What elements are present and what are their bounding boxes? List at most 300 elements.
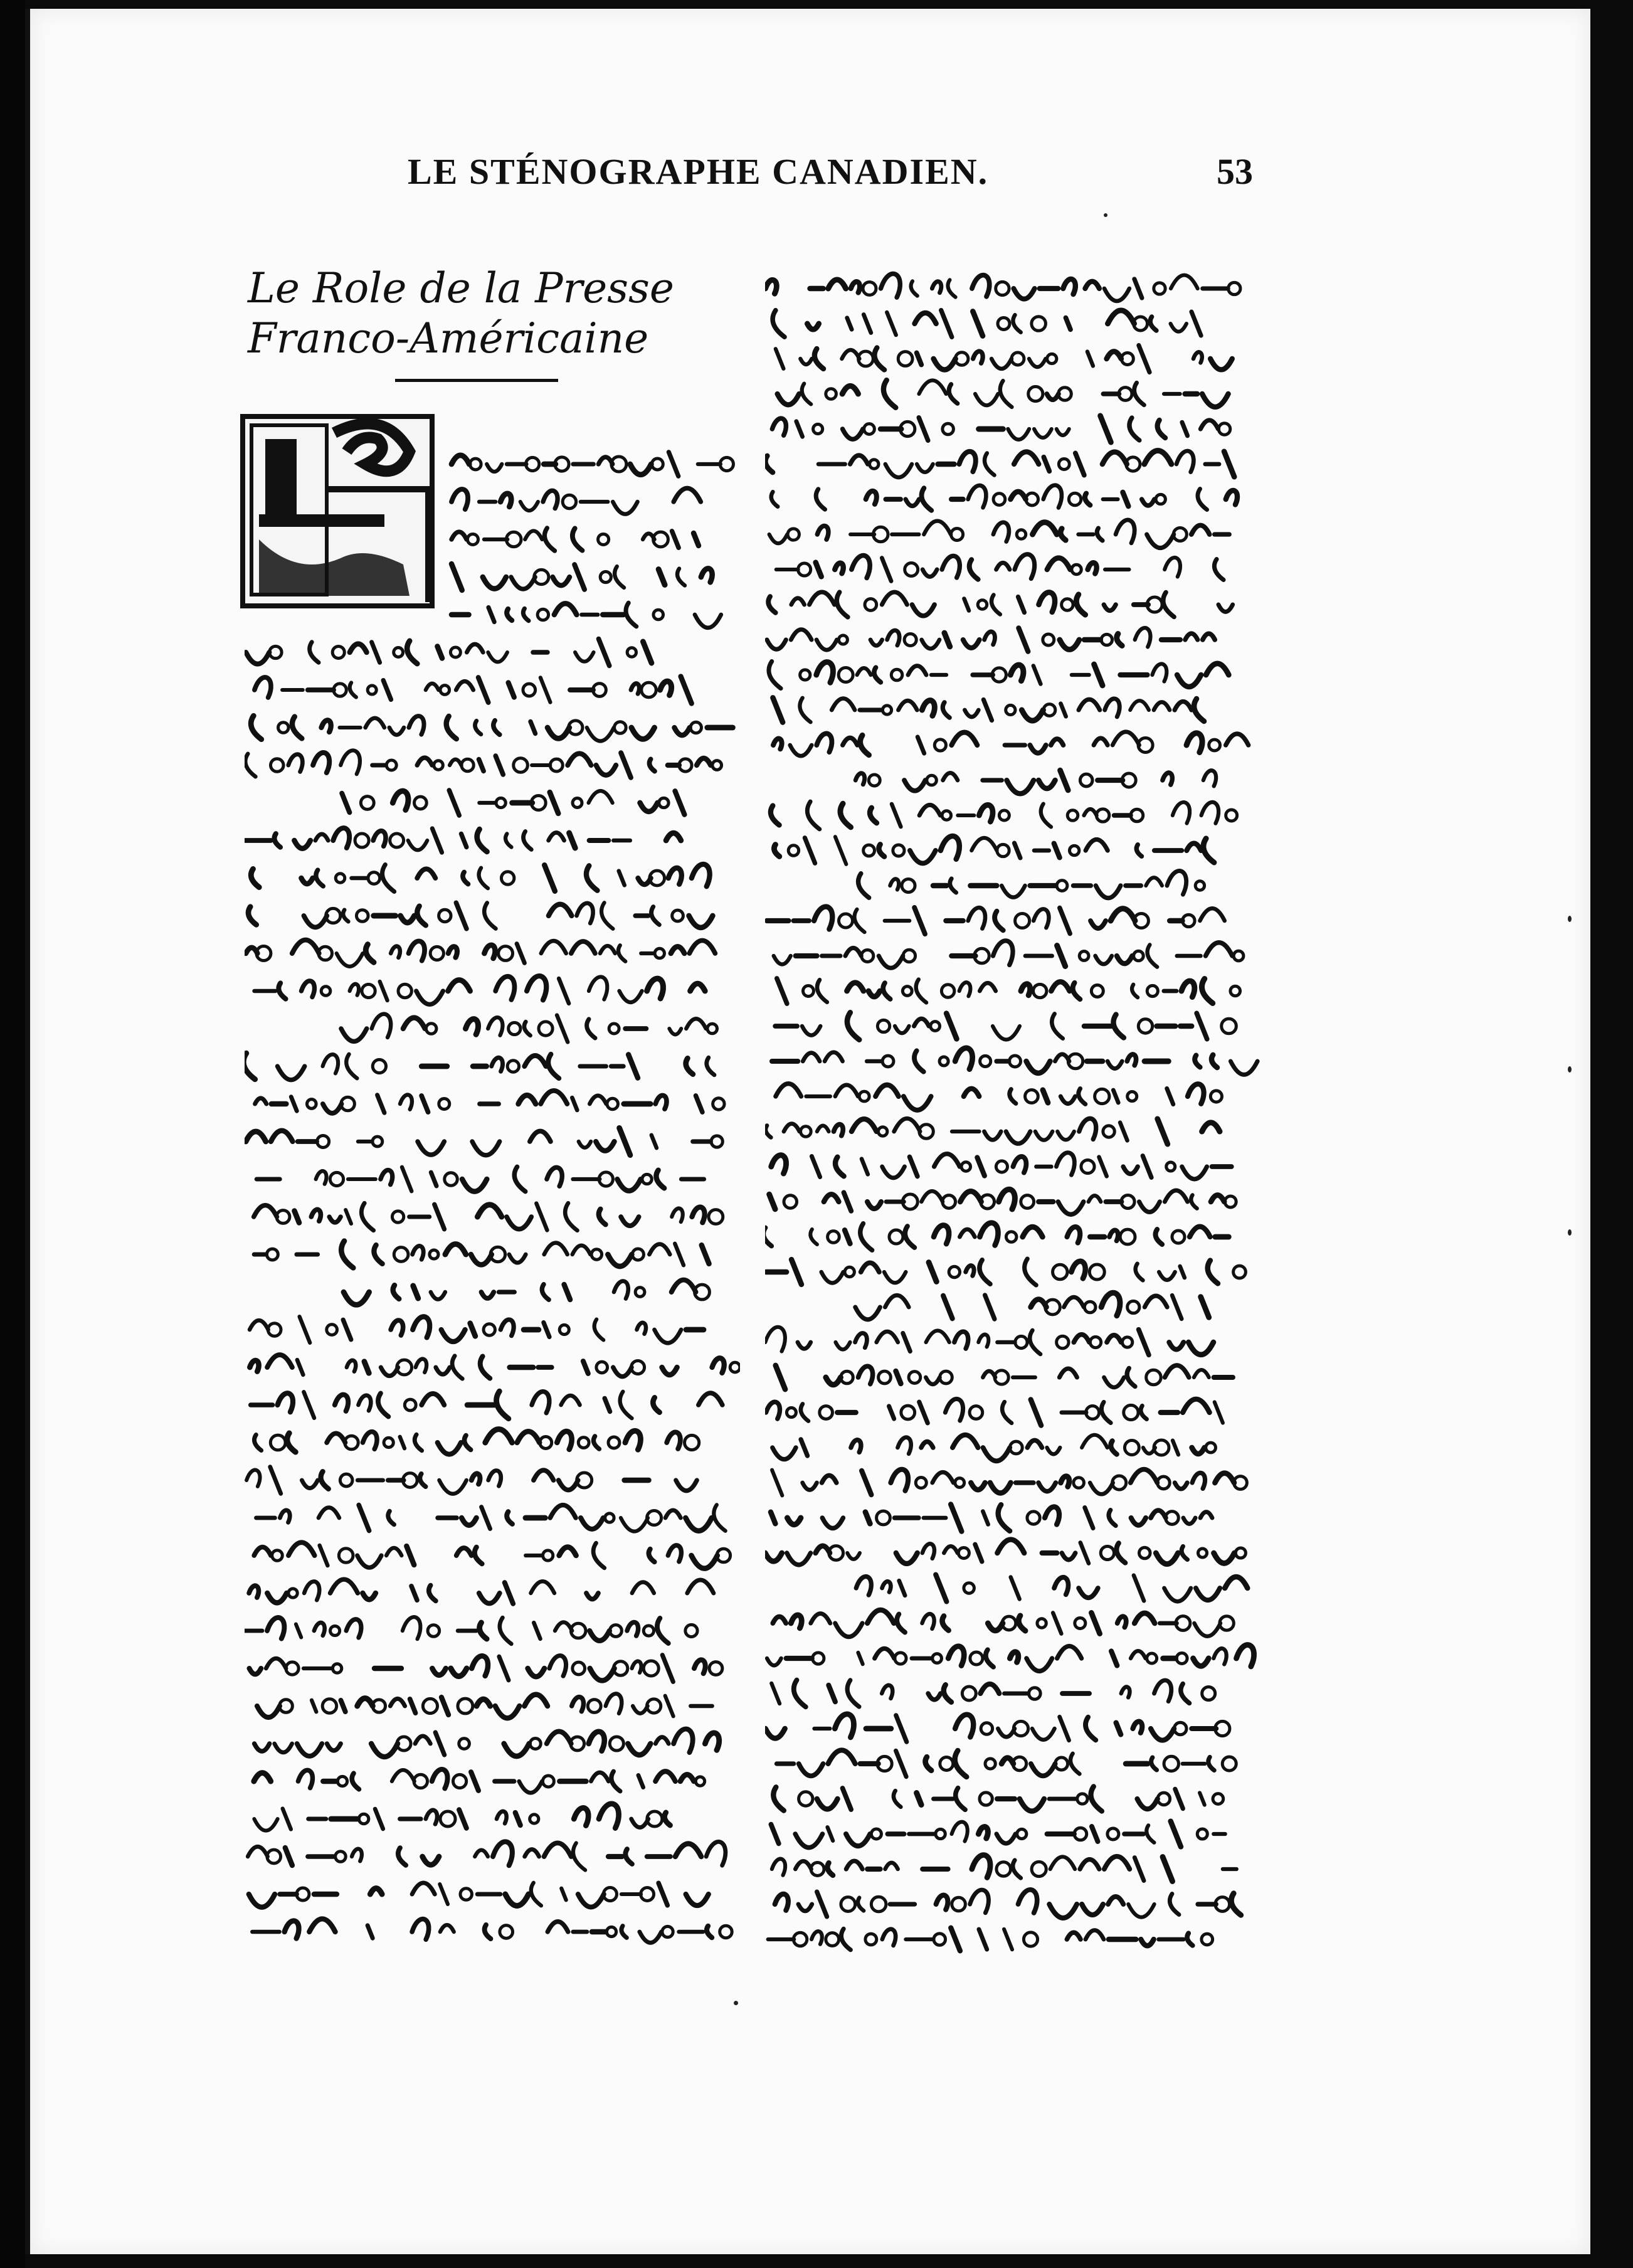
shorthand-stroke (1202, 394, 1229, 407)
shorthand-stroke (1128, 1904, 1154, 1917)
shorthand-stroke (951, 1928, 960, 1951)
shorthand-stroke (511, 577, 535, 589)
shorthand-stroke (875, 1085, 899, 1096)
shorthand-stroke (817, 1892, 827, 1917)
shorthand-stroke (480, 1356, 490, 1378)
shorthand-stroke (294, 1211, 299, 1223)
shorthand-stroke (975, 394, 998, 405)
shorthand-stroke (346, 1054, 357, 1078)
shorthand-stroke (1107, 1061, 1122, 1069)
shorthand-loop (458, 1698, 473, 1714)
shorthand-stroke (391, 1320, 403, 1335)
shorthand-stroke (1181, 981, 1195, 997)
shorthand-stroke (341, 1700, 345, 1712)
shorthand-stroke (1182, 1167, 1207, 1179)
shorthand-stroke (343, 910, 348, 922)
shorthand-stroke (1196, 1588, 1220, 1600)
shorthand-loop (499, 946, 513, 961)
shorthand-stroke (370, 1889, 382, 1894)
shorthand-stroke (481, 1292, 494, 1298)
shorthand-stroke (475, 1547, 482, 1564)
shorthand-loop (800, 670, 810, 680)
shorthand-stroke (985, 453, 995, 475)
shorthand-stroke (882, 1167, 905, 1178)
shorthand-stroke (695, 1096, 702, 1112)
shorthand-stroke (921, 1442, 933, 1448)
shorthand-stroke (1197, 1013, 1207, 1039)
shorthand-stroke (320, 1545, 328, 1566)
shorthand-stroke (386, 1548, 401, 1555)
shorthand-stroke (1091, 1786, 1102, 1811)
shorthand-stroke (652, 1135, 657, 1148)
shorthand-stroke (1224, 452, 1234, 477)
shorthand-loop (891, 669, 902, 680)
shorthand-stroke (246, 1470, 260, 1486)
shorthand-loop (1195, 881, 1204, 890)
shorthand-stroke (827, 1863, 833, 1875)
shorthand-stroke (378, 1095, 384, 1113)
shorthand-stroke (905, 1226, 914, 1248)
shorthand-loop (799, 1792, 813, 1806)
shorthand-stroke (523, 608, 529, 620)
shorthand-loop (788, 845, 798, 856)
shorthand-loop (895, 1653, 906, 1664)
shorthand-stroke (571, 941, 595, 953)
shorthand-stroke (894, 1118, 920, 1131)
shorthand-loop (838, 635, 847, 644)
shorthand-stroke (687, 1580, 714, 1593)
shorthand-stroke (860, 735, 869, 755)
shorthand-stroke (949, 384, 958, 403)
shorthand-stroke (495, 977, 514, 1000)
shorthand-stroke (1018, 1616, 1025, 1631)
shorthand-stroke (391, 946, 400, 958)
shorthand-stroke (415, 1736, 430, 1744)
shorthand-loop (496, 798, 505, 807)
shorthand-loop (467, 534, 478, 544)
shorthand-stroke (371, 1744, 398, 1757)
shorthand-loop (1021, 1195, 1034, 1209)
shorthand-stroke (323, 1054, 339, 1073)
shorthand-loop (877, 1511, 890, 1525)
shorthand-stroke (857, 668, 871, 675)
shorthand-stroke (858, 1898, 864, 1911)
shorthand-stroke (304, 916, 327, 927)
shorthand-stroke (822, 1475, 836, 1483)
shorthand-stroke (1047, 1448, 1060, 1454)
shorthand-stroke (573, 1246, 591, 1254)
shorthand-stroke (846, 1861, 862, 1869)
shorthand-stroke (1200, 908, 1224, 921)
shorthand-loop (905, 563, 918, 576)
shorthand-stroke (1171, 324, 1186, 332)
shorthand-loop (1029, 1688, 1041, 1700)
shorthand-stroke (1141, 1406, 1146, 1419)
shorthand-loop (394, 648, 403, 657)
shorthand-stroke (1047, 394, 1059, 400)
shorthand-stroke (843, 738, 857, 745)
shorthand-stroke (1035, 1131, 1052, 1140)
shorthand-stroke (1190, 1227, 1210, 1237)
shorthand-stroke (531, 721, 536, 733)
shorthand-stroke (477, 1699, 490, 1706)
shorthand-stroke (1202, 1123, 1220, 1131)
shorthand-stroke (1185, 633, 1198, 640)
shorthand-stroke (463, 872, 468, 884)
shorthand-stroke (431, 1292, 445, 1300)
shorthand-stroke (890, 879, 899, 889)
shorthand-stroke (847, 1680, 859, 1707)
shorthand-stroke (803, 1483, 817, 1490)
shorthand-stroke (412, 1919, 429, 1940)
shorthand-loop (801, 1126, 811, 1137)
shorthand-stroke (544, 865, 555, 891)
shorthand-stroke (432, 829, 441, 852)
shorthand-loop (949, 1266, 959, 1277)
shorthand-stroke (655, 1330, 682, 1343)
shorthand-stroke (1111, 1651, 1117, 1666)
shorthand-loop (1164, 1756, 1178, 1771)
shorthand-loop (643, 1626, 653, 1636)
shorthand-stroke (1226, 490, 1237, 504)
shorthand-stroke (922, 1614, 934, 1629)
shorthand-stroke (979, 1929, 987, 1949)
shorthand-stroke (824, 1194, 839, 1202)
shorthand-stroke (1133, 1722, 1142, 1733)
shorthand-stroke (403, 1617, 421, 1639)
shorthand-stroke (655, 1771, 675, 1781)
shorthand-stroke (421, 1394, 444, 1405)
shorthand-loop (530, 1815, 539, 1823)
shorthand-stroke (768, 596, 775, 613)
shorthand-stroke (942, 556, 959, 578)
shorthand-stroke (960, 1191, 981, 1202)
shorthand-stroke (1188, 1342, 1213, 1355)
shorthand-stroke (887, 312, 896, 335)
shorthand-stroke (294, 840, 310, 849)
shorthand-stroke (275, 1744, 292, 1752)
shorthand-stroke (1123, 492, 1128, 506)
shorthand-stroke (1082, 1435, 1107, 1448)
shorthand-stroke (586, 1593, 598, 1599)
shorthand-stroke (625, 1849, 632, 1864)
shorthand-stroke (851, 282, 860, 293)
shorthand-stroke (288, 755, 303, 772)
shorthand-stroke (858, 1366, 872, 1384)
shorthand-stroke (790, 745, 811, 756)
shorthand-stroke (1067, 1932, 1081, 1939)
shorthand-stroke (847, 983, 863, 991)
shorthand-stroke (1230, 1061, 1257, 1074)
shorthand-stroke (775, 1894, 788, 1910)
shorthand-loop (330, 1172, 343, 1185)
shorthand-stroke (1136, 845, 1141, 857)
shorthand-stroke (934, 1154, 960, 1167)
shorthand-stroke (714, 1505, 725, 1530)
shorthand-stroke (971, 1483, 985, 1490)
shorthand-loop (962, 1687, 976, 1700)
shorthand-stroke (254, 1435, 261, 1451)
shorthand-loop (1025, 1090, 1038, 1103)
shorthand-loop (591, 1249, 601, 1259)
shorthand-stroke (312, 1700, 316, 1712)
shorthand-stroke (505, 834, 511, 847)
shorthand-stroke (791, 1615, 801, 1628)
shorthand-stroke (1073, 983, 1081, 999)
shorthand-loop (709, 1662, 722, 1675)
shorthand-stroke (977, 1157, 985, 1175)
shorthand-stroke (464, 1436, 470, 1450)
shorthand-stroke (936, 1895, 948, 1910)
shorthand-loop (934, 739, 946, 751)
shorthand-stroke (926, 1757, 932, 1770)
shorthand-stroke (1027, 1440, 1042, 1448)
shorthand-stroke (1211, 1195, 1224, 1202)
shorthand-stroke (300, 1317, 310, 1343)
shorthand-stroke (846, 1834, 870, 1846)
shorthand-stroke (341, 1241, 353, 1268)
shorthand-stroke (589, 977, 607, 999)
shorthand-stroke (266, 1658, 286, 1668)
shorthand-loop (460, 1889, 472, 1900)
shorthand-loop (864, 845, 875, 856)
shorthand-stroke (959, 452, 976, 472)
shorthand-stroke (302, 1480, 317, 1488)
shorthand-stroke (971, 838, 996, 850)
shorthand-loop (440, 686, 450, 695)
shorthand-loop (1128, 1301, 1139, 1313)
shorthand-stroke (1062, 1553, 1075, 1560)
shorthand-loop (1033, 984, 1047, 997)
shorthand-stroke (415, 1434, 421, 1451)
shorthand-stroke (1060, 704, 1065, 717)
shorthand-stroke (248, 907, 256, 925)
shorthand-stroke (1169, 1342, 1183, 1349)
shorthand-stroke (426, 1810, 437, 1824)
shorthand-stroke (1113, 1015, 1123, 1038)
shorthand-stroke (267, 1618, 284, 1639)
shorthand-loop (1032, 317, 1046, 331)
shorthand-stroke (928, 1693, 941, 1700)
shorthand-loop (964, 1583, 974, 1593)
shorthand-stroke (599, 1804, 619, 1828)
shorthand-stroke (500, 1618, 512, 1644)
shorthand-stroke (321, 720, 330, 732)
shorthand-stroke (309, 1919, 335, 1932)
shorthand-stroke (316, 870, 323, 886)
shorthand-stroke (1139, 1330, 1149, 1355)
shorthand-stroke (327, 1433, 345, 1443)
shorthand-stroke (995, 911, 1003, 931)
shorthand-stroke (417, 758, 432, 765)
shorthand-stroke (835, 1157, 844, 1177)
shorthand-stroke (897, 1614, 905, 1632)
shorthand-stroke (482, 1507, 490, 1529)
shorthand-loop (939, 1057, 948, 1066)
shorthand-stroke (941, 836, 959, 859)
shorthand-stroke (1011, 1577, 1020, 1599)
shorthand-loop (931, 1022, 940, 1031)
shorthand-loop (404, 1399, 416, 1411)
shorthand-stroke (1200, 1512, 1212, 1518)
shorthand-stroke (943, 1296, 953, 1319)
shorthand-stroke (855, 1333, 867, 1347)
shorthand-stroke (438, 1443, 461, 1455)
shorthand-loop (430, 1250, 438, 1259)
shorthand-stroke (500, 1320, 514, 1336)
shorthand-stroke (595, 1319, 604, 1340)
shorthand-loop (1138, 1019, 1152, 1033)
shorthand-stroke (615, 566, 624, 588)
shorthand-stroke (973, 351, 983, 363)
shorthand-stroke (381, 1170, 393, 1185)
shorthand-stroke (963, 640, 980, 648)
shorthand-stroke (400, 1437, 404, 1448)
shorthand-stroke (1191, 1195, 1197, 1208)
shorthand-stroke (662, 1367, 677, 1375)
shorthand-stroke (489, 1471, 501, 1486)
shorthand-loop (462, 759, 473, 771)
shorthand-loop (1128, 1091, 1137, 1101)
shorthand-stroke (521, 502, 538, 511)
shorthand-stroke (847, 318, 852, 330)
shorthand-stroke (1108, 1897, 1123, 1904)
shorthand-stroke (1116, 1543, 1125, 1562)
shorthand-stroke (439, 1480, 466, 1494)
shorthand-stroke (1151, 1729, 1174, 1741)
shorthand-stroke (1158, 420, 1166, 438)
shorthand-stroke (769, 1194, 775, 1209)
shorthand-stroke (632, 1582, 654, 1593)
shorthand-loop (1234, 951, 1244, 961)
shorthand-stroke (1059, 1369, 1077, 1377)
shorthand-loop (501, 872, 514, 884)
shorthand-stroke (364, 1362, 369, 1373)
shorthand-stroke (867, 1202, 881, 1209)
shorthand-stroke (1032, 1729, 1055, 1740)
shorthand-stroke (255, 1098, 267, 1104)
shorthand-loop (803, 986, 814, 997)
shorthand-stroke (1088, 563, 1097, 573)
shorthand-stroke (620, 991, 642, 1002)
shorthand-stroke (1121, 1687, 1130, 1698)
shorthand-stroke (359, 1505, 369, 1530)
shorthand-stroke (362, 1593, 376, 1599)
shorthand-stroke (472, 1142, 500, 1155)
shorthand-stroke (246, 652, 269, 664)
shorthand-stroke (329, 1217, 341, 1222)
shorthand-stroke (572, 1098, 577, 1110)
shorthand-stroke (1018, 597, 1024, 613)
shorthand-stroke (1053, 1613, 1061, 1633)
shorthand-stroke (599, 639, 610, 666)
shorthand-loop (916, 1477, 926, 1488)
shorthand-stroke (479, 868, 488, 889)
shorthand-stroke (1101, 416, 1111, 442)
shorthand-stroke (1109, 1510, 1116, 1526)
shorthand-loop (845, 1267, 854, 1276)
shorthand-loop (643, 1661, 658, 1676)
shorthand-stroke (904, 1096, 931, 1110)
shorthand-stroke (618, 945, 625, 962)
shorthand-stroke (922, 701, 934, 716)
shorthand-stroke (1058, 1202, 1083, 1214)
shorthand-stroke (933, 1472, 953, 1483)
shorthand-stroke (1023, 1227, 1043, 1237)
shorthand-stroke (485, 1925, 491, 1939)
shorthand-stroke (435, 1204, 445, 1229)
shorthand-stroke (270, 1467, 281, 1494)
shorthand-loop (1213, 1794, 1223, 1804)
shorthand-stroke (531, 1883, 541, 1905)
shorthand-loop (1079, 951, 1089, 961)
shorthand-stroke (909, 1157, 917, 1176)
shorthand-stroke (251, 716, 262, 739)
shorthand-stroke (548, 1054, 559, 1078)
shorthand-stroke (374, 1245, 382, 1264)
shorthand-loop (943, 423, 954, 435)
shorthand-stroke (1010, 665, 1023, 681)
shorthand-loop (559, 1325, 569, 1334)
shorthand-stroke (1134, 1576, 1144, 1601)
shorthand-stroke (776, 1084, 801, 1096)
shorthand-stroke (291, 1097, 297, 1111)
shorthand-loop (390, 834, 404, 847)
shorthand-stroke (599, 1209, 606, 1225)
shorthand-stroke (914, 1019, 929, 1026)
shorthand-stroke (689, 940, 715, 953)
shorthand-loop (368, 872, 380, 884)
shorthand-stroke (544, 1243, 568, 1254)
shorthand-stroke (449, 790, 459, 815)
shorthand-stroke (499, 1656, 509, 1680)
shorthand-stroke (1104, 289, 1129, 301)
shorthand-stroke (973, 311, 983, 336)
shorthand-loop (398, 984, 411, 997)
shorthand-stroke (964, 1089, 980, 1096)
shorthand-stroke (922, 640, 939, 649)
shorthand-stroke (605, 1398, 610, 1411)
shorthand-loop (1091, 985, 1103, 997)
shorthand-stroke (811, 1614, 830, 1623)
shorthand-stroke (791, 1259, 801, 1285)
shorthand-stroke (822, 1272, 843, 1283)
shorthand-loop (373, 1137, 383, 1147)
shorthand-stroke (1085, 494, 1090, 506)
shorthand-stroke (1091, 921, 1106, 928)
shorthand-stroke (653, 1397, 659, 1412)
shorthand-stroke (432, 1769, 448, 1788)
shorthand-stroke (1014, 452, 1038, 464)
shorthand-loop (439, 1099, 450, 1110)
shorthand-loop (1123, 1337, 1133, 1347)
shorthand-loop (1047, 354, 1057, 363)
shorthand-loop (786, 1408, 796, 1417)
shorthand-loop (542, 1776, 554, 1787)
shorthand-loop (550, 759, 563, 771)
shorthand-stroke (817, 526, 828, 539)
shorthand-stroke (1033, 909, 1049, 928)
shorthand-stroke (885, 1863, 897, 1869)
shorthand-stroke (922, 570, 937, 576)
shorthand-stroke (278, 983, 285, 999)
shorthand-stroke (917, 1793, 922, 1804)
shorthand-stroke (321, 1471, 329, 1489)
shorthand-stroke (574, 564, 584, 590)
shorthand-stroke (574, 1808, 588, 1825)
shorthand-stroke (1056, 1153, 1074, 1175)
shorthand-stroke (573, 528, 583, 550)
